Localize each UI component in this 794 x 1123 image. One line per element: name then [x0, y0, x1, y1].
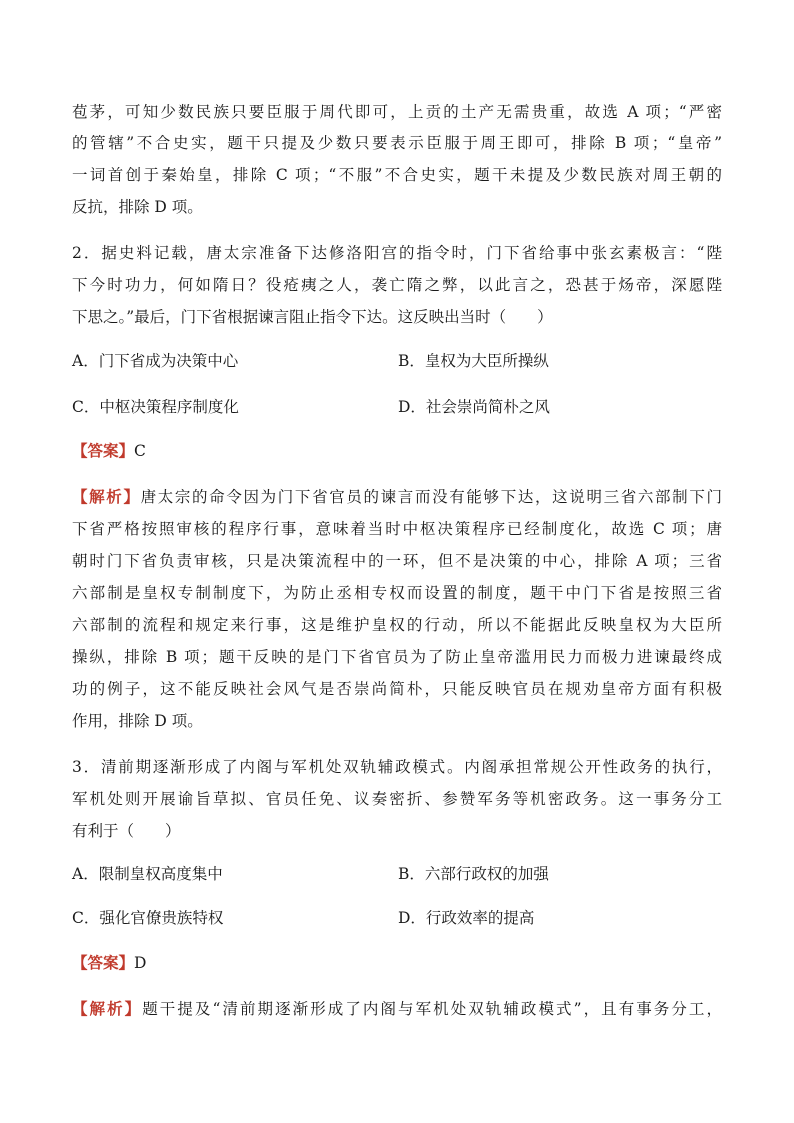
analysis-line: 操纵，排除 B 项；题干反映的是门下省官员为了防止皇帝滥用民力而极力进谏最终成 [72, 648, 722, 666]
analysis-line [72, 485, 722, 509]
question-stem-line: 军机处则开展谕旨草拟、官员任免、议奏密折、参赞军务等机密政务。这一事务分工 [72, 790, 722, 808]
question-stem-line: 3．清前期逐渐形成了内阁与军机处双轨辅政模式。内阁承担常规公开性政务的执行， [72, 758, 722, 776]
answer-line [72, 951, 146, 975]
analysis-line: 作用，排除 D 项。 [72, 712, 203, 730]
option-a: A．门下省成为决策中心 [72, 352, 239, 370]
analysis-line: 六部制是皇权专制制度下，为防止丞相专权而设置的制度，题干中门下省是按照三省 [72, 584, 722, 602]
analysis-line: 功的例子，这不能反映社会风气是否崇尚简朴，只能反映官员在规劝皇帝方面有积极 [72, 680, 722, 698]
analysis-tag: 【解析】 [72, 999, 143, 1018]
option-a: A．限制皇权高度集中 [72, 865, 223, 883]
question-stem-line: 2．据史料记载，唐太宗准备下达修洛阳宫的指令时，门下省给事中张玄素极言：“陛 [72, 244, 722, 262]
analysis-line: 下省严格按照审核的程序行事，意味着当时中枢决策程序已经制度化，故选 C 项；唐 [72, 520, 722, 538]
option-b: B．六部行政权的加强 [398, 865, 549, 883]
question-stem-line: 有利于（ ） [72, 822, 181, 840]
answer-value: D [134, 954, 147, 972]
option-b: B．皇权为大臣所操纵 [398, 352, 549, 370]
option-c: C．强化官僚贵族特权 [72, 909, 224, 927]
question-stem-line: 下今时功力，何如隋日？役疮痍之人，袭亡隋之弊，以此言之，恐甚于炀帝，深愿陛 [72, 276, 722, 294]
text-line: 一词首创于秦始皇，排除 C 项；“不服”不合史实，题干未提及少数民族对周王朝的 [72, 166, 722, 184]
option-d: D．行政效率的提高 [398, 909, 535, 927]
answer-line [72, 439, 146, 463]
answer-tag: 【答案】 [72, 441, 135, 460]
analysis-line: 朝时门下省负责审核，只是决策流程中的一环，但不是决策的中心，排除 A 项；三省 [72, 552, 722, 570]
text-line: 反抗，排除 D 项。 [72, 198, 203, 216]
analysis-line: 六部制的流程和规定来行事，这是维护皇权的行动，所以不能据此反映皇权为大臣所 [72, 616, 722, 634]
answer-tag: 【答案】 [72, 953, 135, 972]
option-d: D．社会崇尚简朴之风 [398, 398, 550, 416]
analysis-text: 唐太宗的命令因为门下省官员的谏言而没有能够下达，这说明三省六部制下门 [140, 488, 722, 506]
question-stem-line: 下思之。”最后，门下省根据谏言阻止指令下达。这反映出当时（ ） [72, 308, 553, 326]
analysis-line [72, 997, 722, 1021]
analysis-tag: 【解析】 [72, 487, 141, 506]
analysis-text: 题干提及“清前期逐渐形成了内阁与军机处双轨辅政模式”，且有事务分工， [142, 1000, 722, 1018]
answer-value: C [134, 442, 146, 460]
text-line: 的管辖”不合史实，题干只提及少数只要表示臣服于周王即可，排除 B 项；“皇帝” [72, 134, 722, 152]
option-c: C．中枢决策程序制度化 [72, 398, 239, 416]
text-line: 苞茅，可知少数民族只要臣服于周代即可，上贡的土产无需贵重，故选 A 项；“严密 [72, 103, 722, 121]
